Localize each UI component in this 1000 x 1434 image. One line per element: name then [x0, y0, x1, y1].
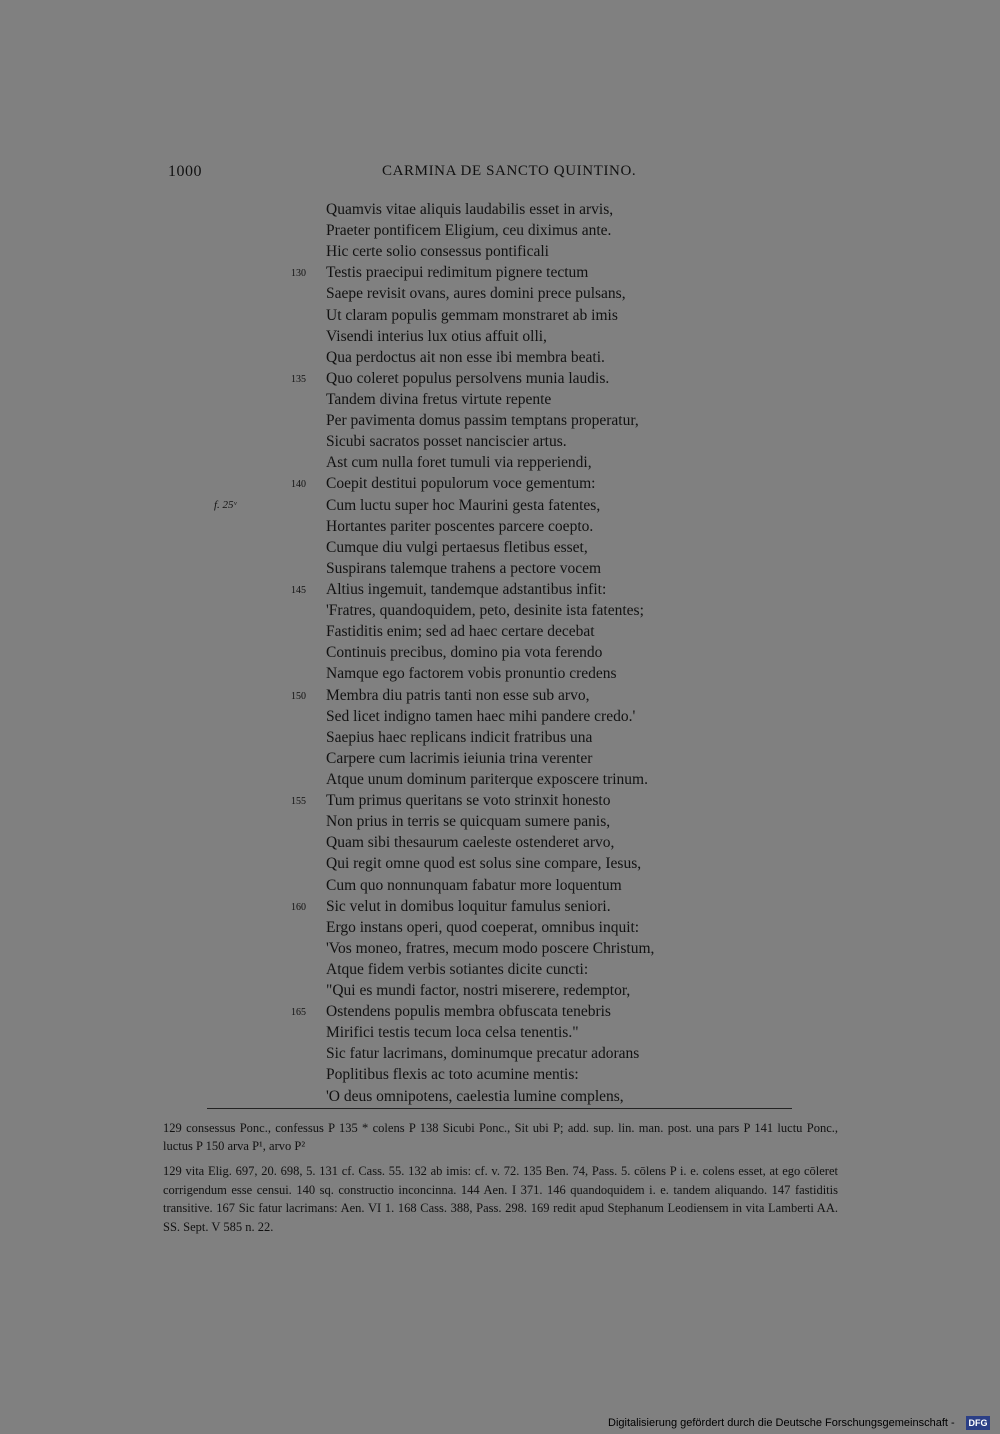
- verse-line: [0, 706, 1000, 727]
- verse-text: Tum primus queritans se voto strinxit honesto: [326, 792, 611, 810]
- verse-line: [0, 727, 1000, 748]
- verse-line: [0, 326, 1000, 347]
- verse-text: Cum quo nonnunquam fabatur more loquentum: [326, 876, 622, 894]
- verse-line: [0, 938, 1000, 959]
- verse-line: [0, 790, 1000, 811]
- verse-text: Per pavimenta domus passim temptans properatur,: [326, 412, 639, 430]
- verse-text: Praeter pontificem Eligium, ceu diximus ante.: [326, 222, 612, 240]
- verse-line: [0, 473, 1000, 494]
- folio-marker: f. 25ᵛ: [214, 498, 237, 511]
- verse-line: [0, 1043, 1000, 1064]
- line-number: 135: [291, 373, 306, 385]
- verse-line: [0, 959, 1000, 980]
- verse-line: [0, 621, 1000, 642]
- verse-text: Quo coleret populus persolvens munia laudis.: [326, 369, 610, 387]
- verse-line: [0, 199, 1000, 220]
- verse-text: Altius ingemuit, tandemque adstantibus infit:: [326, 580, 607, 598]
- verse-text: Hortantes pariter poscentes parcere coepto.: [326, 517, 594, 535]
- verse-text: "Qui es mundi factor, nostri miserere, redemptor,: [326, 982, 631, 1000]
- verse-text: Atque fidem verbis sotiantes dicite cuncti:: [326, 960, 589, 978]
- verse-line: [0, 769, 1000, 790]
- footnote-rule: [207, 1108, 792, 1109]
- line-number: 150: [291, 690, 306, 702]
- verse-line: [0, 537, 1000, 558]
- verse-text: Sed licet indigno tamen haec mihi pandere credo.': [326, 707, 636, 725]
- verse-text: Mirifici testis tecum loca celsa tenentis.": [326, 1024, 579, 1042]
- verse-text: Saepius haec replicans indicit fratribus una: [326, 728, 593, 746]
- verse-text: Testis praecipui redimitum pignere tectum: [326, 264, 589, 282]
- verse-line: [0, 452, 1000, 473]
- verse-line: [0, 1022, 1000, 1043]
- verse-text: Quamvis vitae aliquis laudabilis esset in arvis,: [326, 201, 614, 218]
- verse-text: Non prius in terris se quicquam sumere panis,: [326, 813, 611, 831]
- verse-text: Poplitibus flexis ac toto acumine mentis:: [326, 1066, 579, 1084]
- dfg-logo[interactable]: DFG: [966, 1416, 990, 1430]
- verse-text: Hic certe solio consessus pontificali: [326, 243, 549, 261]
- verse-line: [0, 600, 1000, 621]
- verse-line: [0, 917, 1000, 938]
- verse-text: Saepe revisit ovans, aures domini prece pulsans,: [326, 285, 626, 303]
- verse-text: 'Vos moneo, fratres, mecum modo poscere Christum,: [326, 939, 655, 957]
- verse-line: [0, 347, 1000, 368]
- apparatus-criticus: 129 consessus Ponc., confessus P 135 * colens P 138 Sicubi Ponc., Sit ubi P; add. sup. lin. man. post. una pars P 141 luctu Ponc., luctus P 150 arva P¹, arvo P²: [163, 1121, 838, 1153]
- verse-text: Membra diu patris tanti non esse sub arvo,: [326, 686, 590, 704]
- verse-line: [0, 1086, 1000, 1107]
- verse-text: Tandem divina fretus virtute repente: [326, 390, 552, 408]
- poem-text: [0, 199, 1000, 1107]
- verse-text: Qui regit omne quod est solus sine compare, Iesus,: [326, 855, 642, 873]
- verse-line: [0, 283, 1000, 304]
- verse-text: Cum luctu super hoc Maurini gesta fatentes,: [326, 496, 601, 514]
- verse-text: 'O deus omnipotens, caelestia lumine complens,: [326, 1087, 624, 1105]
- verse-line: [0, 220, 1000, 241]
- verse-text: Suspirans talemque trahens a pectore vocem: [326, 559, 602, 577]
- verse-text: Coepit destitui populorum voce gementum:: [326, 475, 596, 493]
- verse-line: [0, 663, 1000, 684]
- verse-line: [0, 368, 1000, 389]
- verse-text: Visendi interius lux otius affuit olli,: [326, 327, 547, 345]
- verse-line: [0, 241, 1000, 262]
- verse-text: Ergo instans operi, quod coeperat, omnibus inquit:: [326, 918, 640, 936]
- line-number: 155: [291, 796, 306, 808]
- verse-text: Sic velut in domibus loquitur famulus seniori.: [326, 897, 611, 915]
- verse-text: Ut claram populis gemmam monstraret ab imis: [326, 306, 618, 324]
- line-number: 140: [291, 479, 306, 491]
- verse-line: [0, 685, 1000, 706]
- verse-line: [0, 748, 1000, 769]
- verse-line: [0, 875, 1000, 896]
- verse-line: [0, 642, 1000, 663]
- verse-text: Fastiditis enim; sed ad haec certare decebat: [326, 623, 595, 641]
- verse-text: Sic fatur lacrimans, dominumque precatur adorans: [326, 1045, 640, 1063]
- verse-line: [0, 558, 1000, 579]
- verse-line: [0, 811, 1000, 832]
- verse-line: [0, 389, 1000, 410]
- verse-line: [0, 853, 1000, 874]
- running-head: CARMINA DE SANCTO QUINTINO.: [382, 163, 637, 179]
- verse-text: Carpere cum lacrimis ieiunia trina verenter: [326, 749, 593, 767]
- verse-text: Cumque diu vulgi pertaesus fletibus esset,: [326, 538, 588, 556]
- line-number: 160: [291, 901, 306, 913]
- verse-text: Sicubi sacratos posset nanciscier artus.: [326, 433, 567, 451]
- apparatus-fontium: 129 vita Elig. 697, 20. 698, 5. 131 cf. Cass. 55. 132 ab imis: cf. v. 72. 135 Ben. 74, Pass. 5. cōlens P i. e. colens esset, at ego cōleret corrigendum esse censui. 140 sq. constructio inconcinna. 144 Aen. I 371. 146 quandoquidem i. e. tandem aliquando. 147 fastiditis transitive. 167 Sic fatur lacrimans: Aen. VI 1. 168 Cass. 388, Pass. 298. 169 redit apud Stephanum Leodiensem in vita Lamberti AA. SS. Sept. V 585 n. 22.: [163, 1164, 838, 1234]
- verse-line: [0, 410, 1000, 431]
- line-number: 130: [291, 268, 306, 280]
- verse-text: Quam sibi thesaurum caeleste ostenderet arvo,: [326, 834, 615, 852]
- verse-line: [0, 579, 1000, 600]
- verse-text: Namque ego factorem vobis pronuntio credens: [326, 665, 617, 683]
- verse-text: 'Fratres, quandoquidem, peto, desinite ista fatentes;: [326, 602, 644, 620]
- page-number: 1000: [168, 163, 202, 180]
- verse-line: [0, 431, 1000, 452]
- verse-text: Qua perdoctus ait non esse ibi membra beati.: [326, 348, 605, 366]
- verse-line: [0, 305, 1000, 326]
- verse-line: [0, 262, 1000, 283]
- verse-line: [0, 1064, 1000, 1085]
- line-number: 165: [291, 1007, 306, 1019]
- verse-text: Continuis precibus, domino pia vota ferendo: [326, 644, 603, 662]
- verse-line: [0, 832, 1000, 853]
- line-number: 145: [291, 584, 306, 596]
- verse-text: Ostendens populis membra obfuscata tenebris: [326, 1003, 611, 1021]
- verse-line: [0, 980, 1000, 1001]
- verse-text: Atque unum dominum pariterque exposcere trinum.: [326, 770, 648, 788]
- verse-text: Ast cum nulla foret tumuli via repperiendi,: [326, 454, 592, 472]
- verse-line: [0, 1001, 1000, 1022]
- verse-line: [0, 516, 1000, 537]
- verse-line: [0, 495, 1000, 516]
- digitization-credit[interactable]: Digitalisierung gefördert durch die Deutsche Forschungsgemeinschaft -: [608, 1417, 955, 1429]
- verse-line: [0, 896, 1000, 917]
